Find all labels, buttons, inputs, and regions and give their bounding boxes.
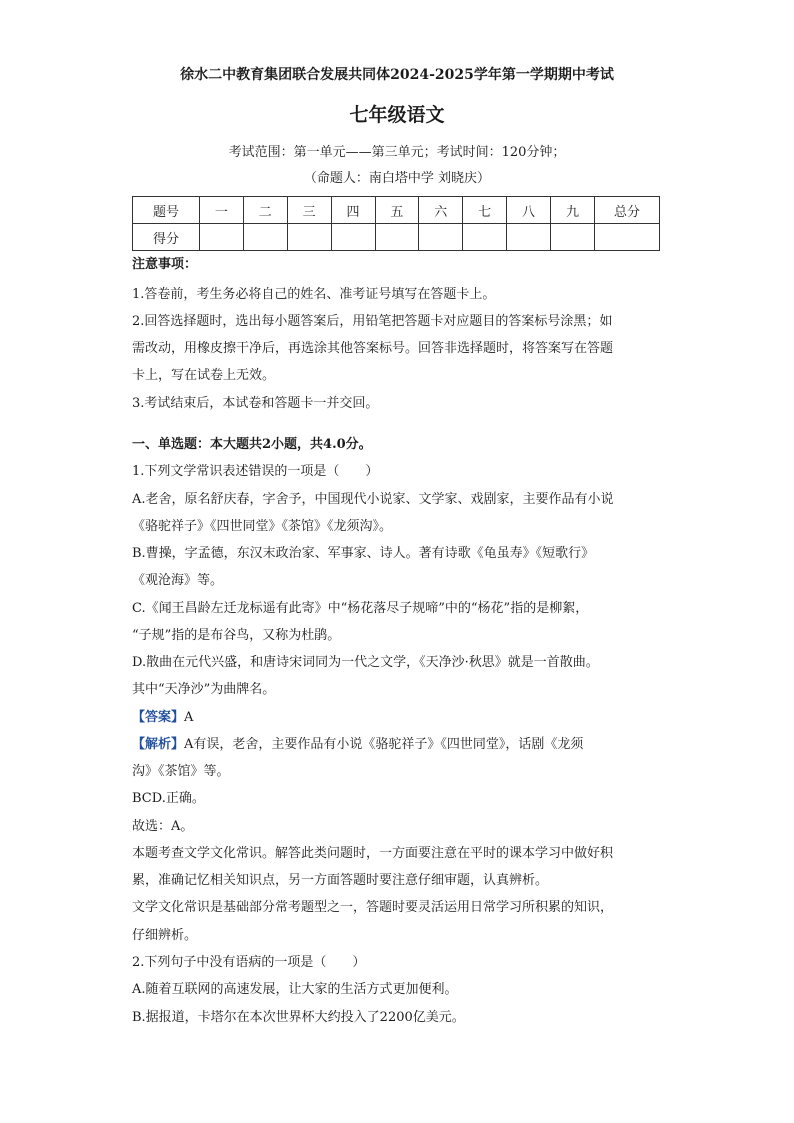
score-cell: 四 <box>331 197 375 224</box>
question-1-option-line: 其中“天净沙”为曲牌名。 <box>132 682 276 697</box>
score-input-cell <box>287 224 331 251</box>
score-cell: 六 <box>419 197 463 224</box>
question-1-option-line: A.老舍，原名舒庆春，字舍予，中国现代小说家、文学家、戏剧家，主要作品有小说 <box>132 492 614 507</box>
question-1-option-line: “子规”指的是布谷鸟，又称为杜鹃。 <box>132 628 341 643</box>
question-2-stem: 2.下列句子中没有语病的一项是（ ） <box>132 955 366 970</box>
analysis-line: 累，准确记忆相关知识点，另一方面答题时要注意仔细审题，认真辨析。 <box>132 873 549 888</box>
score-cell: 题号 <box>133 197 200 224</box>
score-input-cell <box>595 224 660 251</box>
analysis-line: 故选：A。 <box>132 819 194 834</box>
score-cell: 二 <box>243 197 287 224</box>
analysis-line: BCD.正确。 <box>132 791 205 806</box>
question-1-option-line: 《观沧海》等。 <box>132 573 224 588</box>
score-input-cell <box>419 224 463 251</box>
exam-scope: 考试范围：第一单元——第三单元；考试时间：120分钟； <box>228 145 566 160</box>
analysis-text: A有误，老舍，主要作品有小说《骆驼祥子》《四世同堂》，话剧《龙须 <box>184 737 584 752</box>
notes-title: 注意事项： <box>132 257 198 272</box>
note-line: 1.答卷前，考生务必将自己的姓名、准考证号填写在答题卡上。 <box>132 287 496 302</box>
score-cell: 五 <box>375 197 419 224</box>
score-cell: 七 <box>463 197 507 224</box>
score-table <box>132 196 660 251</box>
note-line: 2.回答选择题时，选出每小题答案后，用铅笔把答题卡对应题目的答案标号涂黑；如 <box>132 314 613 329</box>
question-2-option-line: B.据报道，卡塔尔在本次世界杯大约投入了2200亿美元。 <box>132 1010 465 1025</box>
analysis-line: 沟》《茶馆》等。 <box>132 764 230 779</box>
score-row-label: 得分 <box>133 224 200 251</box>
question-1-option-line: B.曹操，字孟德，东汉末政治家、军事家、诗人。著有诗歌《龟虽寿》《短歌行》 <box>132 546 595 561</box>
section-heading: 一、单选题：本大题共2小题，共4.0分。 <box>132 437 372 452</box>
score-table-header-row <box>133 197 660 224</box>
subject-title: 七年级语文 <box>349 104 445 126</box>
score-cell: 八 <box>507 197 551 224</box>
note-line: 需改动，用橡皮擦干净后，再选涂其他答案标号。回答非选择题时，将答案写在答题 <box>132 341 614 356</box>
analysis-tag: 【解析】 <box>132 737 185 752</box>
score-cell: 三 <box>287 197 331 224</box>
exam-author: （命题人：南白塔中学 刘晓庆） <box>303 171 491 186</box>
score-input-cell <box>331 224 375 251</box>
analysis-line: 仔细辨析。 <box>132 928 198 943</box>
score-input-cell <box>243 224 287 251</box>
note-line: 3.考试结束后，本试卷和答题卡一并交回。 <box>132 396 379 411</box>
analysis-line: 本题考查文学文化常识。解答此类问题时，一方面要注意在平时的课本学习中做好积 <box>132 846 614 861</box>
answer-tag: 【答案】 <box>132 710 185 725</box>
score-cell: 一 <box>200 197 244 224</box>
score-table-score-row <box>133 224 660 251</box>
question-1-option-line: C.《闻王昌龄左迁龙标遥有此寄》中“杨花落尽子规啼”中的“杨花”指的是柳絮， <box>132 601 589 616</box>
score-input-cell <box>463 224 507 251</box>
score-cell: 总分 <box>595 197 660 224</box>
question-1-stem: 1.下列文学常识表述错误的一项是（ ） <box>132 464 379 479</box>
score-input-cell <box>375 224 419 251</box>
note-line: 卡上，写在试卷上无效。 <box>132 368 276 383</box>
score-input-cell <box>200 224 244 251</box>
question-1-option-line: 《骆驼祥子》《四世同堂》《茶馆》《龙须沟》。 <box>132 519 393 534</box>
score-input-cell <box>551 224 595 251</box>
analysis-line <box>132 736 662 754</box>
question-2-option-line: A.随着互联网的高速发展，让大家的生活方式更加便利。 <box>132 982 458 997</box>
score-input-cell <box>507 224 551 251</box>
question-1-option-line: D.散曲在元代兴盛，和唐诗宋词同为一代之文学，《天净沙·秋思》就是一首散曲。 <box>132 655 599 670</box>
analysis-line: 文学文化常识是基础部分常考题型之一，答题时要灵活运用日常学习所积累的知识， <box>132 900 614 915</box>
exam-title: 徐水二中教育集团联合发展共同体2024-2025学年第一学期期中考试 <box>180 67 614 83</box>
answer-line <box>132 709 662 727</box>
answer-value: A <box>184 710 194 725</box>
score-cell: 九 <box>551 197 595 224</box>
